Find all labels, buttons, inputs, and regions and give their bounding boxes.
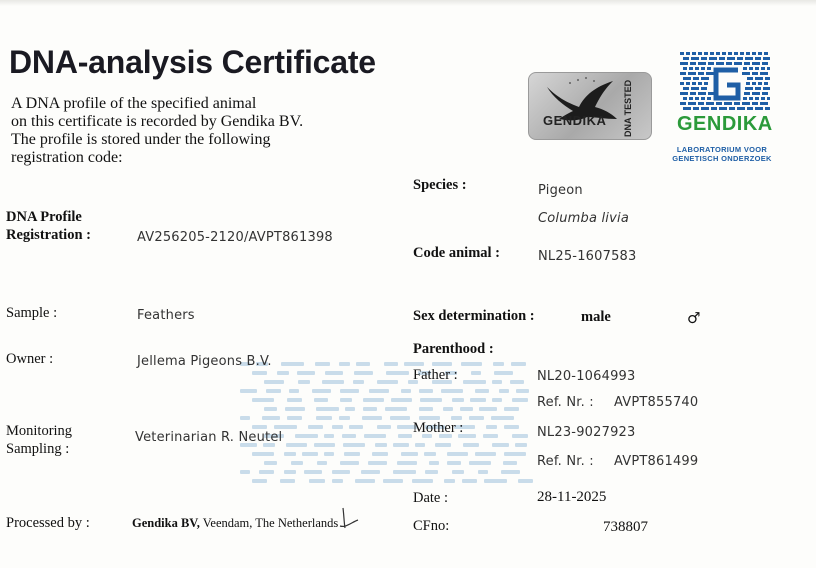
logo-dash (680, 82, 684, 85)
logo-dash (698, 72, 704, 75)
logo-dash (710, 52, 714, 55)
sex-determination-label: Sex determination : (413, 308, 535, 324)
watermark-dash (415, 443, 425, 447)
intro-line-2: on this certificate is recorded by Gendika BV. (11, 113, 304, 130)
sex-value: male (581, 309, 611, 325)
date-label: Date : (413, 490, 449, 506)
watermark-dash (475, 389, 489, 393)
logo-dash (701, 107, 709, 110)
sample-label: Sample : (6, 305, 58, 321)
watermark-dash (397, 461, 417, 465)
logo-dash (691, 57, 699, 60)
watermark-dash (452, 398, 464, 402)
watermark-dash (355, 479, 375, 483)
male-symbol-icon: ♂ (687, 309, 701, 327)
logo-dash (755, 97, 759, 100)
gendika-watermark (240, 362, 530, 492)
father-ref-value: AVPT855740 (614, 395, 699, 410)
mother-value: NL23-9027923 (537, 425, 636, 440)
logo-dash (686, 52, 690, 55)
logo-dash (745, 57, 753, 60)
watermark-dash (356, 362, 370, 366)
watermark-dash (332, 425, 343, 429)
badge-dna-tested-text: DNA TESTED (623, 79, 633, 137)
watermark-dash (315, 362, 330, 366)
monitoring-label: Monitoring (6, 423, 73, 439)
logo-dash (742, 72, 750, 75)
logo-dash (742, 102, 750, 105)
sample-value: Feathers (137, 308, 195, 323)
watermark-dash (291, 461, 303, 465)
watermark-dash (504, 452, 526, 456)
watermark-dash (424, 452, 436, 456)
watermark-dash (425, 470, 438, 474)
watermark-dash (432, 362, 452, 366)
logo-dash (706, 72, 714, 75)
watermark-dash (332, 479, 343, 483)
logo-dash (740, 52, 744, 55)
logo-dash (755, 57, 761, 60)
watermark-dash (372, 452, 388, 456)
watermark-dash (401, 389, 411, 393)
logo-dash (716, 102, 722, 105)
logo-dash (734, 62, 742, 65)
date-value: 28-11-2025 (537, 489, 607, 505)
watermark-dash (295, 434, 318, 438)
watermark-dash (511, 362, 526, 366)
watermark-dash (515, 443, 527, 447)
watermark-dash (493, 362, 504, 366)
code-animal-label: Code animal : (413, 245, 500, 261)
watermark-dash (286, 443, 307, 447)
logo-dash (737, 57, 743, 60)
watermark-dash (494, 371, 513, 375)
dna-profile-label: DNA Profile (6, 209, 82, 225)
logo-dash (695, 97, 699, 100)
logo-dash (711, 107, 717, 110)
logo-dash (744, 92, 750, 95)
watermark-dash (383, 479, 403, 483)
watermark-dash (289, 389, 299, 393)
watermark-dash (518, 479, 533, 483)
logo-dash (767, 97, 770, 100)
logo-dash (695, 67, 699, 70)
watermark-dash (325, 371, 343, 375)
logo-dash (690, 92, 696, 95)
logo-dash (763, 87, 770, 90)
watermark-dash (252, 452, 274, 456)
father-ref-label: Ref. Nr. : (537, 395, 594, 410)
watermark-dash (312, 389, 331, 393)
watermark-dash (404, 362, 424, 366)
logo-dash (747, 107, 753, 110)
watermark-dash (322, 380, 344, 384)
cfno-value: 738807 (603, 519, 648, 535)
watermark-dash (504, 425, 519, 429)
logo-dash (708, 92, 714, 95)
watermark-dash (385, 407, 407, 411)
parenthood-label: Parenthood : (413, 341, 494, 357)
watermark-dash (491, 416, 514, 420)
watermark-dash (516, 389, 529, 393)
watermark-dash (512, 434, 528, 438)
mother-label: Mother : (413, 420, 464, 436)
processed-by-company: Gendika BV, (132, 516, 200, 530)
watermark-dash (441, 389, 463, 393)
registration-value: AV256205-2120/AVPT861398 (137, 230, 333, 245)
watermark-dash (469, 461, 491, 465)
logo-brand-name: GENDIKA (677, 113, 773, 135)
logo-dash (743, 67, 747, 70)
watermark-dash (447, 452, 468, 456)
watermark-dash (340, 461, 359, 465)
watermark-dash (463, 443, 479, 447)
watermark-dash (401, 452, 418, 456)
watermark-dash (264, 380, 284, 384)
watermark-dash (280, 479, 295, 483)
logo-dash (762, 92, 768, 95)
watermark-dash (391, 398, 412, 402)
watermark-dash (420, 398, 442, 402)
watermark-dash (343, 443, 365, 447)
logo-dash (763, 57, 770, 60)
watermark-dash (398, 434, 412, 438)
logo-dash (690, 62, 696, 65)
watermark-dash (240, 470, 250, 474)
watermark-dash (252, 479, 267, 483)
watermark-dash (461, 362, 482, 366)
logo-dash (693, 77, 699, 80)
logo-dash (701, 77, 709, 80)
watermark-dash (470, 398, 486, 402)
logo-dash (683, 87, 689, 90)
watermark-dash (252, 425, 267, 429)
watermark-dash (452, 470, 464, 474)
watermark-dash (264, 461, 277, 465)
logo-dash (747, 77, 753, 80)
logo-dash (760, 72, 768, 75)
sampling-label: Sampling : (6, 441, 70, 457)
logo-dash (767, 67, 770, 70)
owner-label: Owner : (6, 351, 54, 367)
species-common-name: Pigeon (538, 183, 583, 198)
logo-dash (746, 52, 750, 55)
watermark-dash (435, 443, 451, 447)
logo-dash (709, 57, 717, 60)
watermark-dash (340, 389, 359, 393)
intro-line-1: A DNA profile of the specified animal (11, 95, 257, 112)
logo-dash (680, 92, 688, 95)
logo-dash (743, 97, 747, 100)
logo-dash (719, 57, 725, 60)
logo-dash (746, 82, 750, 85)
logo-dash (698, 62, 706, 65)
logo-dash (758, 82, 762, 85)
logo-dash (698, 102, 704, 105)
processed-by-label: Processed by : (6, 515, 90, 531)
watermark-dash (484, 479, 507, 483)
logo-dash (692, 52, 696, 55)
owner-value: Jellema Pigeons B.V. (137, 354, 272, 369)
logo-dash (734, 102, 740, 105)
watermark-dash (262, 416, 280, 420)
logo-dash (752, 72, 758, 75)
watermark-dash (386, 371, 409, 375)
logo-dash (701, 67, 705, 70)
watermark-dash (324, 452, 334, 456)
logo-dash (706, 102, 714, 105)
species-label: Species : (413, 177, 467, 193)
intro-line-3: The profile is stored under the following (11, 131, 271, 148)
badge-brand-text: GENDIKA (543, 113, 607, 128)
logo-dash (765, 77, 770, 80)
watermark-dash (447, 461, 461, 465)
watermark-dash (349, 425, 363, 429)
watermark-dash (314, 443, 335, 447)
watermark-dash (284, 452, 296, 456)
watermark-dash (324, 434, 334, 438)
logo-dash (755, 77, 763, 80)
logo-dash (680, 52, 684, 55)
watermark-dash (475, 452, 496, 456)
logo-dash (680, 62, 688, 65)
logo-subtitle-2: GENETISCH ONDERZOEK (672, 154, 772, 163)
watermark-dash (419, 389, 433, 393)
watermark-dash (363, 398, 384, 402)
watermark-dash (344, 452, 360, 456)
logo-dash (683, 97, 687, 100)
watermark-dash (297, 371, 315, 375)
logo-dash (704, 82, 708, 85)
logo-dash (752, 62, 760, 65)
logo-dash (764, 52, 768, 55)
scan-edge (0, 0, 816, 6)
watermark-dash (492, 380, 502, 384)
watermark-dash (483, 434, 498, 438)
logo-dash (707, 97, 711, 100)
logo-dash (719, 107, 727, 110)
watermark-dash (471, 371, 481, 375)
logo-dash (707, 67, 711, 70)
logo-dash (701, 57, 707, 60)
watermark-dash (354, 371, 373, 375)
logo-dash (727, 57, 735, 60)
logo-dash (758, 52, 762, 55)
watermark-dash (463, 380, 486, 384)
logo-subtitle-1: LABORATORIUM VOOR (676, 145, 768, 154)
code-animal-value: NL25-1607583 (538, 249, 637, 264)
watermark-dash (277, 371, 289, 375)
watermark-dash (240, 389, 257, 393)
logo-dash (701, 87, 707, 90)
watermark-dash (377, 425, 391, 429)
watermark-dash (345, 407, 355, 411)
logo-dash (762, 62, 768, 65)
logo-dash (761, 67, 765, 70)
species-latin-name: Columba livia (538, 211, 629, 226)
mother-ref-label: Ref. Nr. : (537, 454, 594, 469)
watermark-dash (478, 470, 488, 474)
watermark-dash (429, 461, 439, 465)
watermark-dash (340, 398, 352, 402)
logo-dash (752, 102, 758, 105)
logo-dash (749, 97, 753, 100)
watermark-dash (412, 479, 433, 483)
watermark-dash (419, 407, 433, 411)
logo-dash (724, 102, 732, 105)
logo-dash (683, 67, 687, 70)
processed-by-location: Veendam, The Netherlands (199, 516, 339, 530)
watermark-dash (266, 389, 281, 393)
watermark-dash (316, 416, 332, 420)
intro-line-4: registration code: (11, 149, 123, 166)
logo-dash (745, 87, 753, 90)
logo-dash (698, 52, 702, 55)
logo-dash (755, 67, 759, 70)
registration-label: Registration : (6, 227, 91, 243)
watermark-dash (332, 470, 350, 474)
logo-dash (689, 67, 693, 70)
watermark-dash (361, 470, 380, 474)
logo-dash (691, 87, 699, 90)
logo-dash (698, 82, 702, 85)
logo-dash (689, 97, 693, 100)
logo-dash (755, 87, 761, 90)
watermark-dash (339, 362, 350, 366)
watermark-dash (393, 470, 416, 474)
watermark-dash (499, 389, 509, 393)
logo-dash (692, 82, 696, 85)
watermark-dash (375, 443, 387, 447)
watermark-dash (510, 380, 524, 384)
logo-dash (683, 57, 689, 60)
logo-dash (764, 82, 768, 85)
logo-dash (688, 72, 696, 75)
logo-dash (688, 102, 696, 105)
dna-tested-badge (528, 72, 652, 140)
watermark-dash (369, 389, 389, 393)
watermark-dash (342, 434, 356, 438)
logo-dash (693, 107, 699, 110)
logo-dash (752, 52, 756, 55)
logo-dash (761, 97, 765, 100)
logo-dash (765, 107, 770, 110)
watermark-dash (479, 407, 497, 411)
mother-ref-value: AVPT861499 (614, 454, 699, 469)
watermark-dash (284, 470, 296, 474)
watermark-dash (285, 407, 305, 411)
logo-dash (716, 52, 720, 55)
watermark-dash (287, 416, 302, 420)
watermark-dash (353, 380, 364, 384)
watermark-dash (384, 362, 398, 366)
watermark-dash (274, 425, 297, 429)
signature-mark (338, 506, 360, 532)
watermark-dash (469, 416, 484, 420)
logo-dash (729, 107, 735, 110)
watermark-dash (364, 434, 386, 438)
watermark-dash (252, 371, 267, 375)
watermark-dash (302, 452, 318, 456)
watermark-dash (460, 407, 473, 411)
logo-dash (755, 107, 763, 110)
watermark-dash (501, 470, 520, 474)
watermark-dash (252, 398, 274, 402)
logo-dash (722, 52, 726, 55)
watermark-dash (492, 443, 509, 447)
logo-dash (698, 92, 706, 95)
logo-dash (683, 77, 691, 80)
logo-dash (704, 52, 708, 55)
watermark-dash (443, 407, 453, 411)
watermark-dash (308, 425, 323, 429)
processed-by-value (132, 516, 338, 531)
logo-g-letter (716, 70, 738, 98)
logo-dash (749, 67, 753, 70)
father-value: NL20-1064993 (537, 369, 636, 384)
watermark-dash (393, 443, 409, 447)
watermark-dash (363, 407, 377, 411)
watermark-dash (287, 398, 302, 402)
watermark-dash (462, 479, 477, 483)
logo-dash (708, 62, 714, 65)
watermark-dash (377, 380, 398, 384)
logo-dash (737, 107, 745, 110)
logo-dash (683, 107, 691, 110)
watermark-dash (492, 398, 502, 402)
logo-dash (726, 62, 732, 65)
watermark-dash (298, 380, 310, 384)
father-label: Father : (413, 367, 458, 383)
logo-dash (728, 52, 732, 55)
watermark-dash (304, 470, 322, 474)
watermark-dash (444, 479, 455, 483)
watermark-dash (316, 407, 339, 411)
watermark-dash (317, 461, 327, 465)
watermark-dash (504, 407, 519, 411)
logo-dash (760, 102, 768, 105)
watermark-dash (512, 398, 528, 402)
logo-dash (752, 92, 760, 95)
gendika-logo-icon (680, 52, 770, 114)
watermark-dash (339, 416, 350, 420)
watermark-dash (362, 416, 382, 420)
logo-dash (680, 72, 686, 75)
logo-dash (701, 97, 705, 100)
logo-dash (734, 52, 738, 55)
monitoring-value: Veterinarian R. Neutel (135, 430, 283, 445)
watermark-dash (368, 461, 387, 465)
watermark-dash (264, 407, 277, 411)
cfno-label: CFno: (413, 518, 450, 534)
watermark-dash (486, 425, 497, 429)
watermark-dash (240, 416, 250, 420)
logo-dash (716, 62, 724, 65)
logo-dash (686, 82, 690, 85)
watermark-dash (390, 416, 410, 420)
watermark-dash (259, 470, 274, 474)
logo-dash (744, 62, 750, 65)
certificate-title: DNA-analysis Certificate (9, 44, 376, 80)
watermark-dash (314, 398, 328, 402)
watermark-dash (281, 362, 304, 366)
watermark-dash (309, 479, 325, 483)
logo-dash (680, 102, 686, 105)
logo-dash (752, 82, 756, 85)
watermark-dash (503, 461, 517, 465)
